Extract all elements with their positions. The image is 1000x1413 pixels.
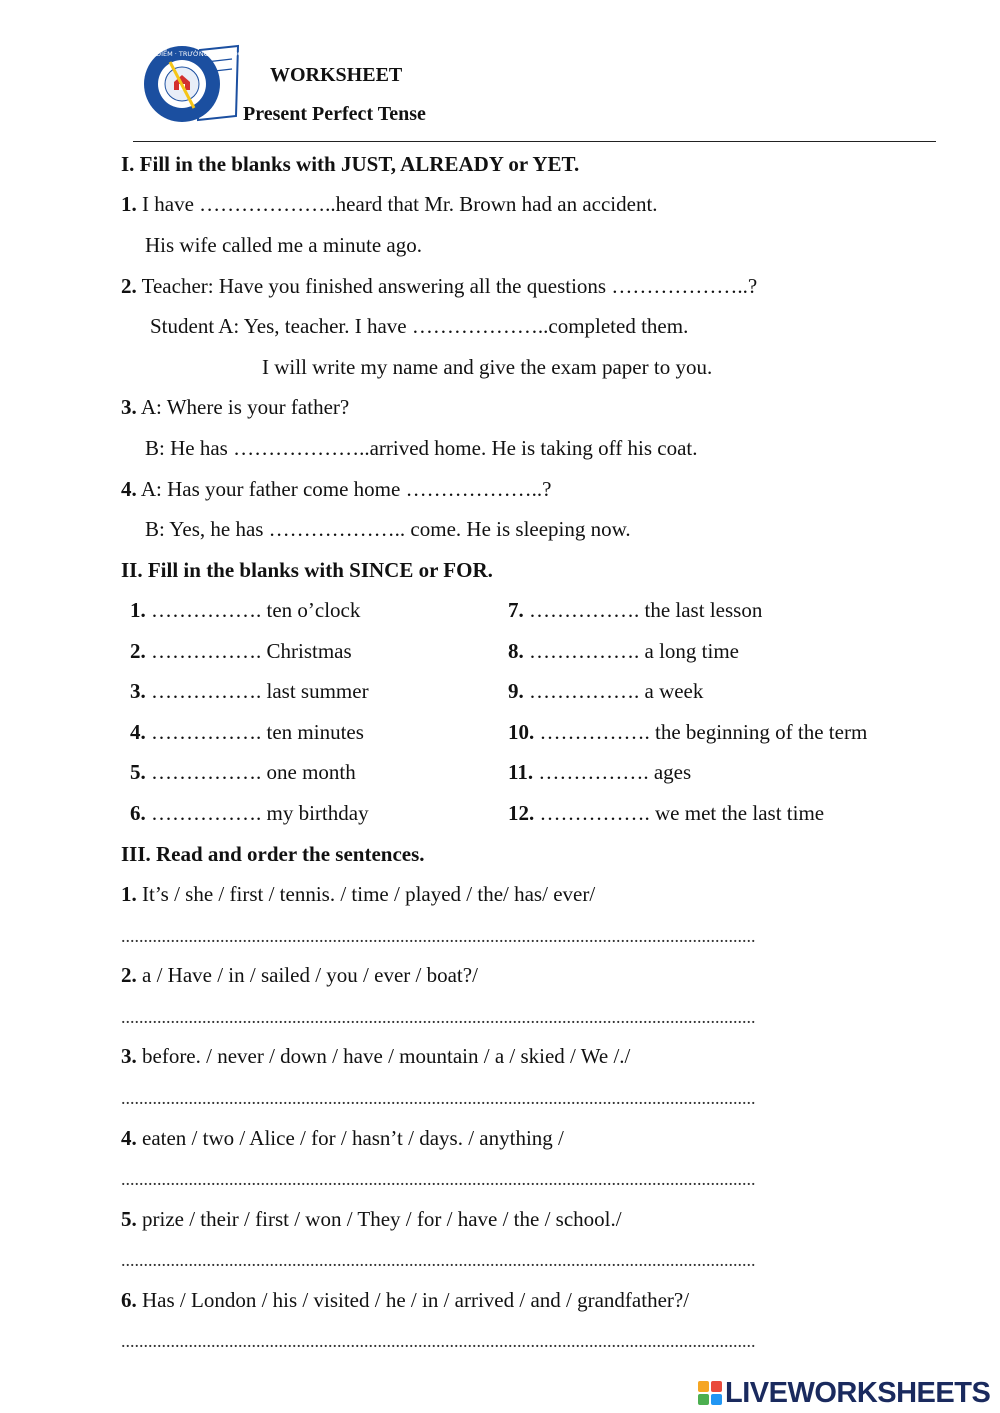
s1-line — [121, 273, 757, 299]
s3-text: prize / their / first / won / They / for / have / the / school./ — [136, 1207, 622, 1231]
s1-text: I will write my name and give the exam paper to you. — [262, 355, 713, 379]
s2-text: ……………. a week — [523, 679, 704, 703]
s1-num: 1. — [121, 192, 137, 216]
s3-prompt — [121, 1125, 564, 1151]
s2-text: ……………. my birthday — [145, 801, 369, 825]
liveworksheets-logo — [698, 1378, 990, 1408]
s1-text: B: Yes, he has ……………….. come. He is sleeping now. — [145, 517, 631, 541]
s1-line — [145, 435, 698, 461]
s2-item — [508, 678, 703, 704]
s2-item — [130, 597, 360, 623]
answer-line[interactable]: ............................................................................................................................................. — [121, 1169, 756, 1189]
s1-line — [262, 354, 712, 380]
s2-item — [130, 759, 356, 785]
s1-num: 3. — [121, 395, 137, 419]
s3-num: 3. — [121, 1044, 137, 1068]
s2-text: ……………. ten o’clock — [145, 598, 361, 622]
header-divider — [133, 141, 936, 142]
s2-num: 2. — [130, 639, 146, 663]
s2-text: ……………. ages — [533, 760, 692, 784]
s1-line — [121, 476, 551, 502]
brand-mark-icon — [698, 1381, 722, 1405]
s2-num: 1. — [130, 598, 146, 622]
s2-item — [130, 800, 369, 826]
school-logo — [121, 42, 243, 124]
answer-line[interactable]: ............................................................................................................................................. — [121, 1250, 756, 1270]
s1-line — [150, 313, 688, 339]
s1-line — [145, 516, 631, 542]
s1-text: B: He has ………………..arrived home. He is taking off his coat. — [145, 436, 698, 460]
s2-text: ……………. we met the last time — [534, 801, 825, 825]
s3-num: 5. — [121, 1207, 137, 1231]
s3-prompt — [121, 1287, 689, 1313]
s2-num: 4. — [130, 720, 146, 744]
worksheet-subtitle: Present Perfect Tense — [243, 103, 426, 125]
s1-text: A: Has your father come home ………………..? — [136, 477, 552, 501]
s3-text: It’s / she / first / tennis. / time / played / the/ has/ ever/ — [136, 882, 596, 906]
s3-prompt — [121, 1206, 622, 1232]
s2-num: 11. — [508, 760, 534, 784]
s2-item — [508, 638, 739, 664]
s2-text: ……………. one month — [145, 760, 356, 784]
s1-text: Teacher: Have you finished answering all the questions ………………..? — [136, 274, 758, 298]
s2-num: 5. — [130, 760, 146, 784]
s3-prompt — [121, 962, 478, 988]
s3-text: a / Have / in / sailed / you / ever / boat?/ — [136, 963, 478, 987]
s2-num: 12. — [508, 801, 535, 825]
s2-num: 3. — [130, 679, 146, 703]
s2-text: ……………. Christmas — [145, 639, 352, 663]
s2-num: 7. — [508, 598, 524, 622]
s2-text: ……………. a long time — [523, 639, 739, 663]
answer-line[interactable]: ............................................................................................................................................. — [121, 1331, 756, 1351]
s2-item — [130, 638, 352, 664]
s2-item — [508, 800, 824, 826]
s2-num: 6. — [130, 801, 146, 825]
s2-item — [508, 759, 691, 785]
s1-text: His wife called me a minute ago. — [145, 233, 422, 257]
s2-text: ……………. ten minutes — [145, 720, 364, 744]
s2-text: ……………. the beginning of the term — [534, 720, 868, 744]
s1-text: Student A: Yes, teacher. I have ………………..completed them. — [150, 314, 689, 338]
logo-lettering: ĐOÀN THỊ ĐIỂM · TRƯỜNG TIỂU HỌC — [121, 50, 243, 58]
s3-prompt — [121, 1043, 630, 1069]
s3-text: eaten / two / Alice / for / hasn’t / days. / anything / — [136, 1126, 564, 1150]
worksheet-title: WORKSHEET — [270, 64, 403, 86]
section1-heading: I. Fill in the blanks with JUST, ALREADY or YET. — [121, 152, 580, 176]
s2-text: ……………. the last lesson — [523, 598, 763, 622]
s2-item — [508, 597, 762, 623]
s2-item — [130, 719, 364, 745]
s1-num: 4. — [121, 477, 137, 501]
s1-num: 2. — [121, 274, 137, 298]
s2-item — [508, 719, 867, 745]
s3-prompt — [121, 881, 595, 907]
answer-line[interactable]: ............................................................................................................................................. — [121, 1007, 756, 1027]
s1-text: I have ………………..heard that Mr. Brown had an accident. — [136, 192, 658, 216]
s1-text: A: Where is your father? — [136, 395, 350, 419]
s2-num: 8. — [508, 639, 524, 663]
s3-text: before. / never / down / have / mountain / a / skied / We /./ — [136, 1044, 631, 1068]
s2-num: 9. — [508, 679, 524, 703]
s3-text: Has / London / his / visited / he / in / arrived / and / grandfather?/ — [136, 1288, 690, 1312]
s3-num: 2. — [121, 963, 137, 987]
s3-num: 1. — [121, 882, 137, 906]
s2-item — [130, 678, 369, 704]
brand-text: LIVEWORKSHEETS — [725, 1376, 991, 1409]
s2-text: ……………. last summer — [145, 679, 369, 703]
s1-line — [121, 191, 658, 217]
section3-heading: III. Read and order the sentences. — [121, 842, 425, 866]
s1-line — [145, 232, 422, 258]
s1-line — [121, 394, 349, 420]
s2-num: 10. — [508, 720, 535, 744]
answer-line[interactable]: ............................................................................................................................................. — [121, 926, 756, 946]
section2-heading: II. Fill in the blanks with SINCE or FOR. — [121, 558, 493, 582]
s3-num: 4. — [121, 1126, 137, 1150]
s3-num: 6. — [121, 1288, 137, 1312]
answer-line[interactable]: ............................................................................................................................................. — [121, 1088, 756, 1108]
